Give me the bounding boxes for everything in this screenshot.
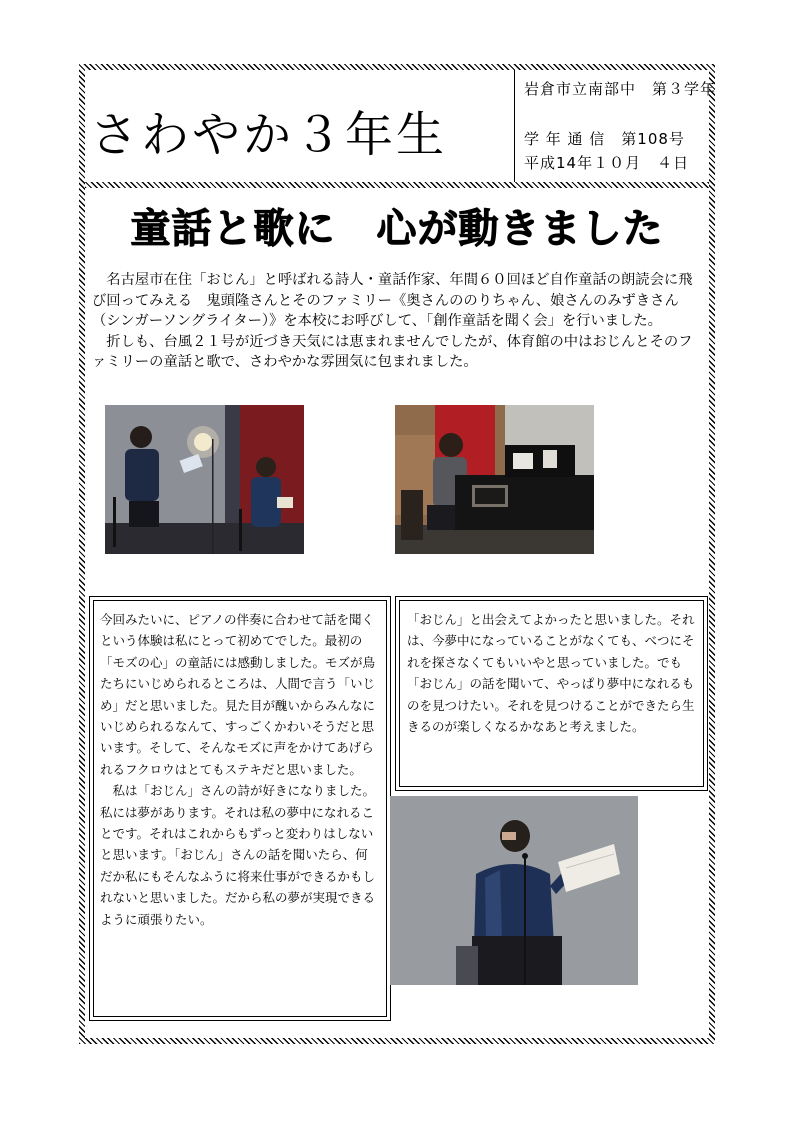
right-student-comment [407,609,695,737]
issue-number: 学 年 通 信 第108号 [524,130,685,148]
comment-paragraph: 今回みたいに、ピアノの伴奏に合わせて話を聞くという体験は私にとって初めてでした。最初の「モズの心」の童話には感動しました。モズが鳥たちにいじめられるところは、人間で言う「いじめ」だと思いました。見た目が醜いからみんなにいじめられるなんて、すっごくかわいそうだと思います。そして、そんなモズに声をかけてあげられるフクロウはとてもステキだと思いました。 [100,612,376,777]
article-headline: 童話と歌に 心が動きました [130,206,664,252]
newsletter-title: さわやか３年生 [90,107,448,163]
reading-stage-photo [105,405,304,554]
article-paragraph: 折しも、台風２１号が近づき天気には恵まれませんでしたが、体育館の中はおじんとそのファミリーの童話と歌で、さわやかな雰囲気に包まれました。 [92,333,693,370]
left-student-comment [100,609,375,930]
issue-date: 平成14年１０月 ４日 [524,154,690,172]
comment-paragraph: 「おじん」と出会えてよかったと思いました。それは、今夢中になっていることがなくても、べつにそれを探さなくてもいいやと思っていました。でも「おじん」の話を聞いて、やっぱり夢中になれるものを見つけたい。それを見つけることができたら生きるのが楽しくなるかなあと考えました。 [407,612,695,735]
reciting-poet-photo [390,796,638,985]
school-name: 岩倉市立南部中 第３学年 [524,80,717,98]
masthead-divider [85,182,709,188]
comment-paragraph: 私は「おじん」さんの詩が好きになりました。私には夢があります。それは私の夢中になれることです。それはこれからもずっと変わりはしないと思います。「おじん」さんの話を聞いたら、何だか私にもそんなふうに将来仕事ができるかもしれないと思いました。だから私の夢が実現できるように頑張りたい。 [100,783,376,927]
masthead-vertical-rule [514,70,515,182]
article-paragraph: 名古屋市在住「おじん」と呼ばれる詩人・童話作家、年間６０回ほど自作童話の朗読会に飛び回ってみえる 鬼頭隆さんとそのファミリー《奥さんののりちゃん、娘さんのみずきさん（シンガーソングライター）》を本校にお呼びして、「創作童話を聞く会」を行いました。 [92,272,693,329]
article-body [92,270,704,373]
piano-photo [395,405,594,554]
